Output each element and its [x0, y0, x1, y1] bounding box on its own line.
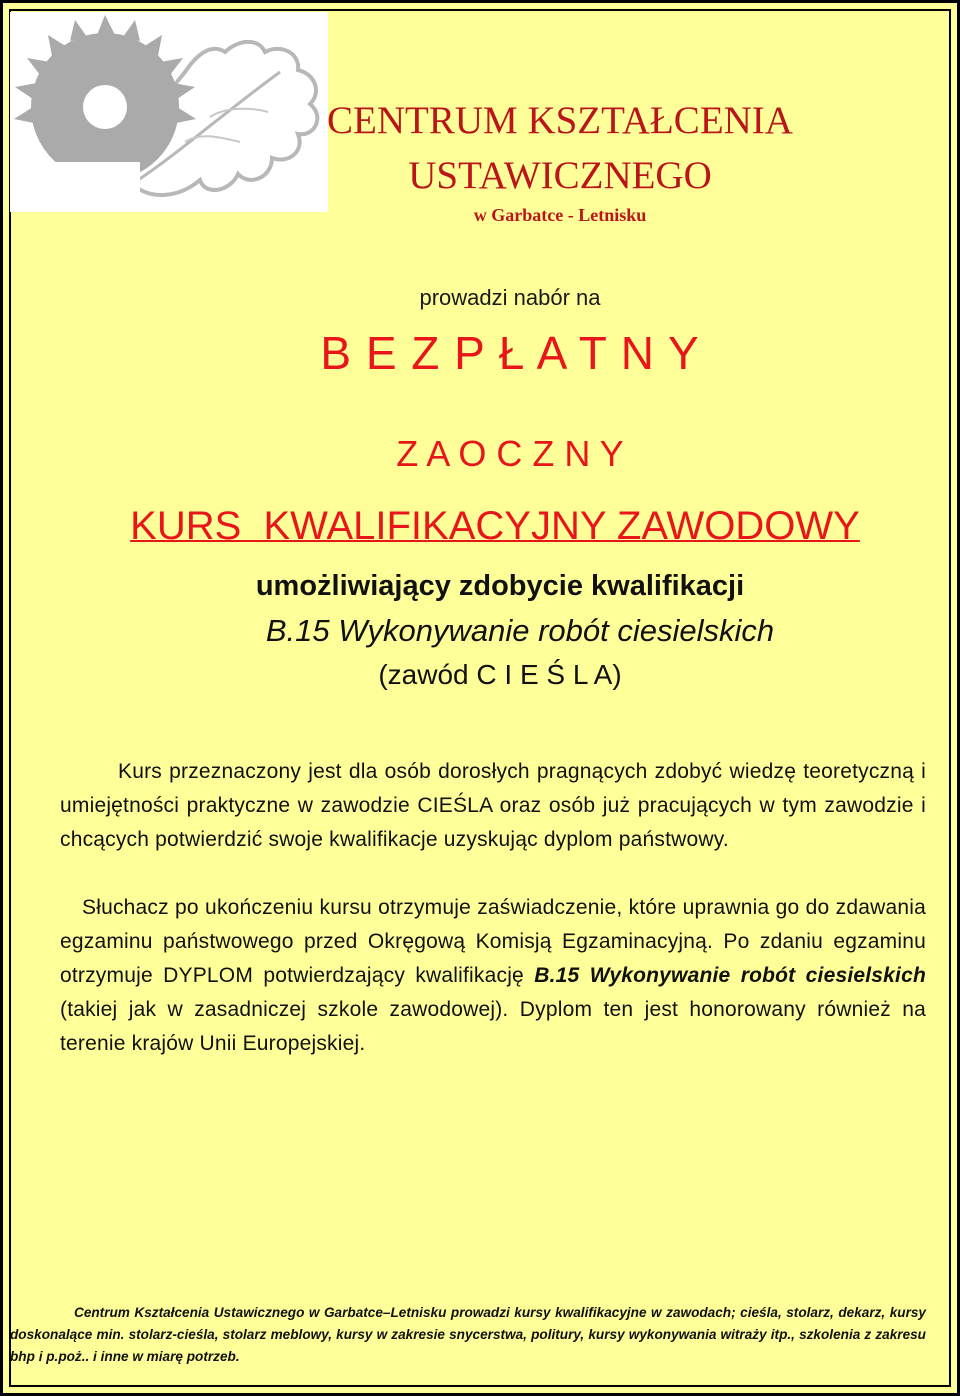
header-title-line2: USTAWICZNEGO	[408, 154, 712, 197]
course-title: KURS KWALIFIKACYJNY ZAWODOWY	[130, 504, 860, 548]
header-title-line1: CENTRUM KSZTAŁCENIA	[327, 99, 793, 142]
paragraph-2-text-c: (takiej jak w zasadniczej szkole zawodowej). Dyplom ten jest honorowany również na terenie krajów Unii Europejskiej.	[60, 998, 926, 1055]
header-location: w Garbatce - Letnisku	[473, 205, 647, 225]
extramural-heading: Z A O C Z N Y	[396, 433, 624, 474]
intro-text: prowadzi nabór na	[419, 285, 601, 310]
enabling-text: umożliwiający zdobycie kwalifikacji	[255, 570, 745, 602]
paragraph-2-text-a: Słuchacz po ukończeniu kursu otrzymuje zaświadczenie, które uprawnia go do zdawania egzaminu państwowego przed Okręgową Komisją Egzaminacyjną. Po zdaniu egzaminu otrzymuje DYPLOM potwierdzający kwalifikację	[60, 896, 926, 987]
profession-text: (zawód C I E Ś L A)	[378, 659, 622, 690]
qualification-title: B.15 Wykonywanie robót ciesielskich	[265, 613, 775, 648]
description-paragraph-2	[60, 891, 926, 1061]
free-heading: B E Z P Ł A T N Y	[320, 327, 700, 379]
description-paragraph-1: Kurs przeznaczony jest dla osób dorosłych pragnących zdobyć wiedzę teoretyczną i umiejętności praktyczne w zawodzie CIEŚLA oraz osób już pracujących w tym zawodzie i chcących potwierdzić swoje kwalifikacje uzyskując dyplom państwowy.	[60, 760, 926, 851]
paragraph-2-qualification: B.15 Wykonywanie robót ciesielskich	[534, 964, 926, 987]
footer-note: Centrum Kształcenia Ustawicznego w Garbatce–Letnisku prowadzi kursy kwalifikacyjne w zawodach; cieśla, stolarz, dekarz, kursy doskonalące min. stolarz-cieśla, stolarz meblowy, kursy w zakresie snycerstwa, politury, kursy wykonywania witraży itp., szkolenia z zakresu bhp i p.poż.. i inne w miarę potrzeb.	[10, 1305, 926, 1364]
